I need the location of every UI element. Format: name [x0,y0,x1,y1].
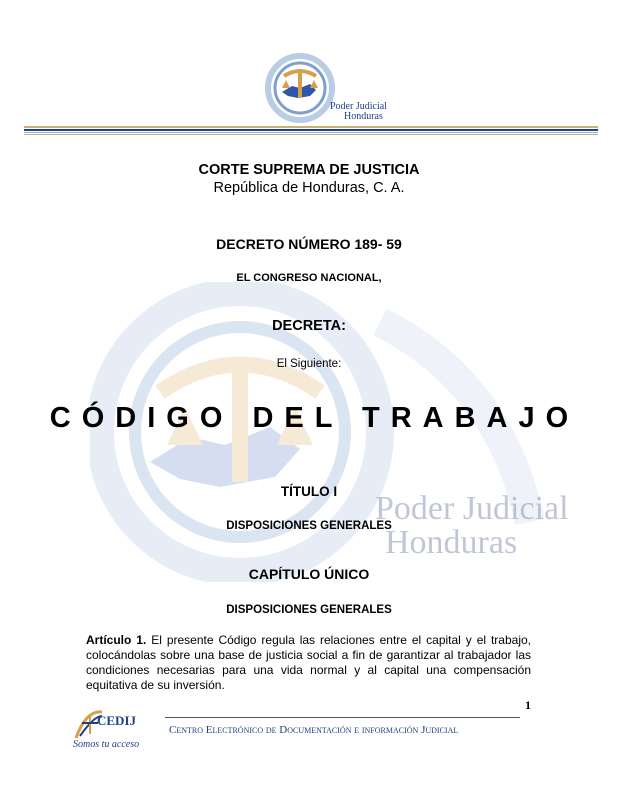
general-provisions-heading-1: DISPOSICIONES GENERALES [226,520,392,532]
general-provisions-heading-2: DISPOSICIONES GENERALES [226,604,392,616]
cedij-wordmark: CEDIJ [97,713,137,728]
article-label: Artículo 1. [86,633,147,647]
chapter-heading: CAPÍTULO ÚNICO [248,566,370,582]
court-heading: CORTE SUPREMA DE JUSTICIA [198,162,420,178]
footer-divider [165,717,520,718]
logo-text [330,102,387,122]
title-heading: TÍTULO I [280,484,338,499]
cedij-slogan: Somos tu acceso [73,739,140,750]
footer-center-name: Centro Electrónico de Documentación e información Judicial [169,724,459,736]
code-title: CÓDIGO DEL TRABAJO [49,402,580,434]
decreta-heading: DECRETA: [272,318,346,334]
following-line: El Siguiente: [276,358,342,370]
watermark-line-1: Poder Judicial [375,490,569,527]
logo-line-2: Honduras [344,111,383,122]
republic-subheading: República de Honduras, C. A. [213,180,405,196]
decree-number: DECRETO NÚMERO 189- 59 [216,236,402,252]
page-number: 1 [525,698,531,712]
header-divider [24,126,598,135]
article-text: El presente Código regula las relaciones entre el capital y el trabajo, colocándolas sobre una base de justicia social a fin de garantizar al trabajador las condiciones necesarias para una vida normal y al capital una compensación equitativa de su inversión. [86,633,531,692]
congress-line: EL CONGRESO NACIONAL, [236,272,382,284]
article-1-paragraph [86,633,531,693]
watermark-line-2: Honduras [385,524,518,561]
logo-line-1: Poder Judicial [330,101,387,112]
